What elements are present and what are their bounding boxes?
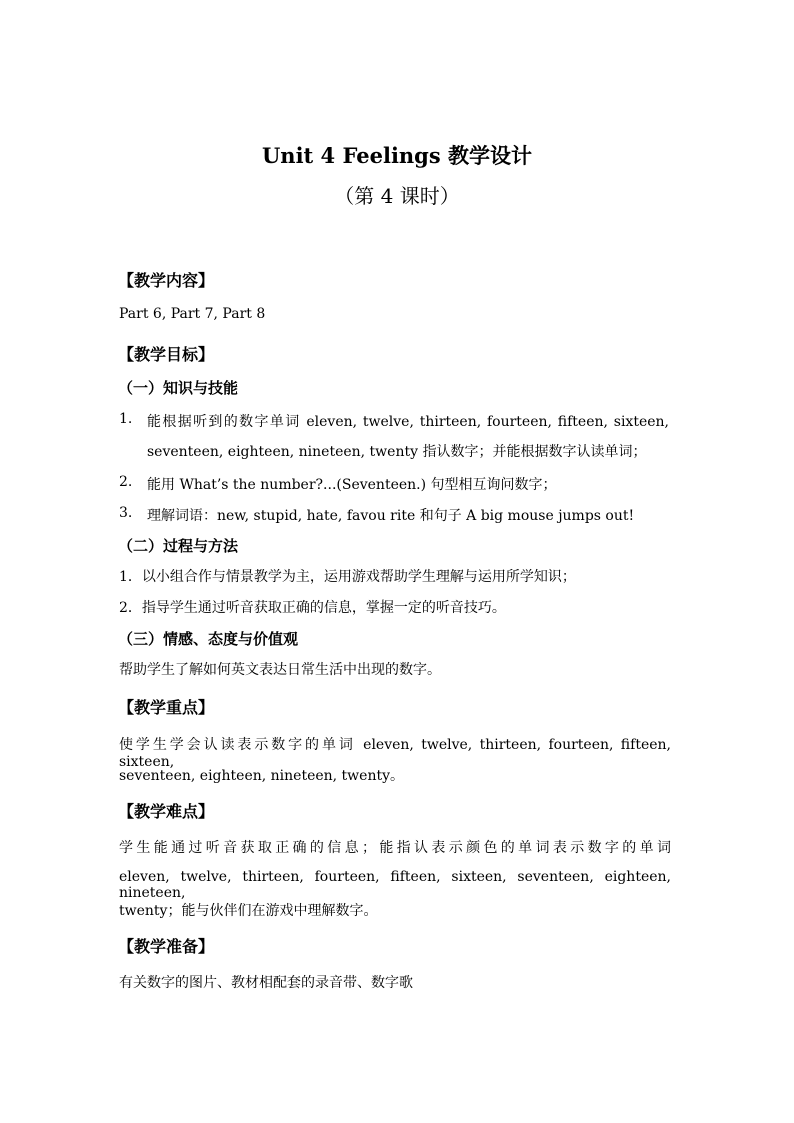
preparation-text: 有关数字的图片、教材相配套的录音带、数字歌	[119, 975, 413, 991]
difficulties-line-1: 学生能通过听音获取正确的信息；能指认表示颜色的单词表示数字的单词	[119, 840, 671, 856]
process-heading: （二）过程与方法	[118, 537, 239, 555]
knowledge-item-3-number: 3.	[119, 505, 133, 521]
objectives-heading: 【教学目标】	[118, 345, 215, 364]
knowledge-item-1-line-2: seventeen, eighteen, nineteen, twenty 指认数字；并能根据数字认读单词；	[147, 444, 647, 460]
difficulties-heading: 【教学难点】	[118, 802, 215, 821]
difficulties-line-2: eleven, twelve, thirteen, fourteen, fifteen, sixteen, seventeen, eighteen, nineteen,	[119, 869, 671, 901]
content-heading: 【教学内容】	[118, 271, 215, 290]
key-points-line-2: seventeen, eighteen, nineteen, twenty。	[119, 768, 405, 784]
knowledge-item-1-number: 1.	[119, 411, 133, 427]
knowledge-item-1-line-1: 能根据听到的数字单词 eleven, twelve, thirteen, fourteen, fifteen, sixteen,	[147, 414, 669, 430]
content-text: Part 6, Part 7, Part 8	[119, 306, 266, 322]
difficulties-line-3: twenty；能与伙伴们在游戏中理解数字。	[119, 903, 378, 919]
key-points-heading: 【教学重点】	[118, 698, 215, 717]
knowledge-item-3-text: 理解词语：new, stupid, hate, favou rite 和句子 A big mouse jumps out!	[147, 508, 635, 524]
knowledge-item-2-text: 能用 What’s the number?...(Seventeen.) 句型相互询问数字；	[147, 477, 557, 493]
preparation-heading: 【教学准备】	[118, 937, 215, 956]
knowledge-heading: （一）知识与技能	[118, 379, 239, 397]
process-item-2: 2．指导学生通过听音获取正确的信息，掌握一定的听音技巧。	[119, 600, 506, 616]
document-subtitle: （第 4 课时）	[334, 184, 460, 208]
process-item-1: 1．以小组合作与情景教学为主，运用游戏帮助学生理解与运用所学知识；	[119, 569, 576, 585]
knowledge-item-2-number: 2.	[119, 474, 133, 490]
document-title: Unit 4 Feelings 教学设计	[261, 143, 533, 168]
emotion-text: 帮助学生了解如何英文表达日常生活中出现的数字。	[119, 662, 441, 678]
emotion-heading: （三）情感、态度与价值观	[118, 630, 299, 648]
key-points-line-1: 使学生学会认读表示数字的单词 eleven, twelve, thirteen, fourteen, fifteen, sixteen,	[119, 737, 671, 770]
